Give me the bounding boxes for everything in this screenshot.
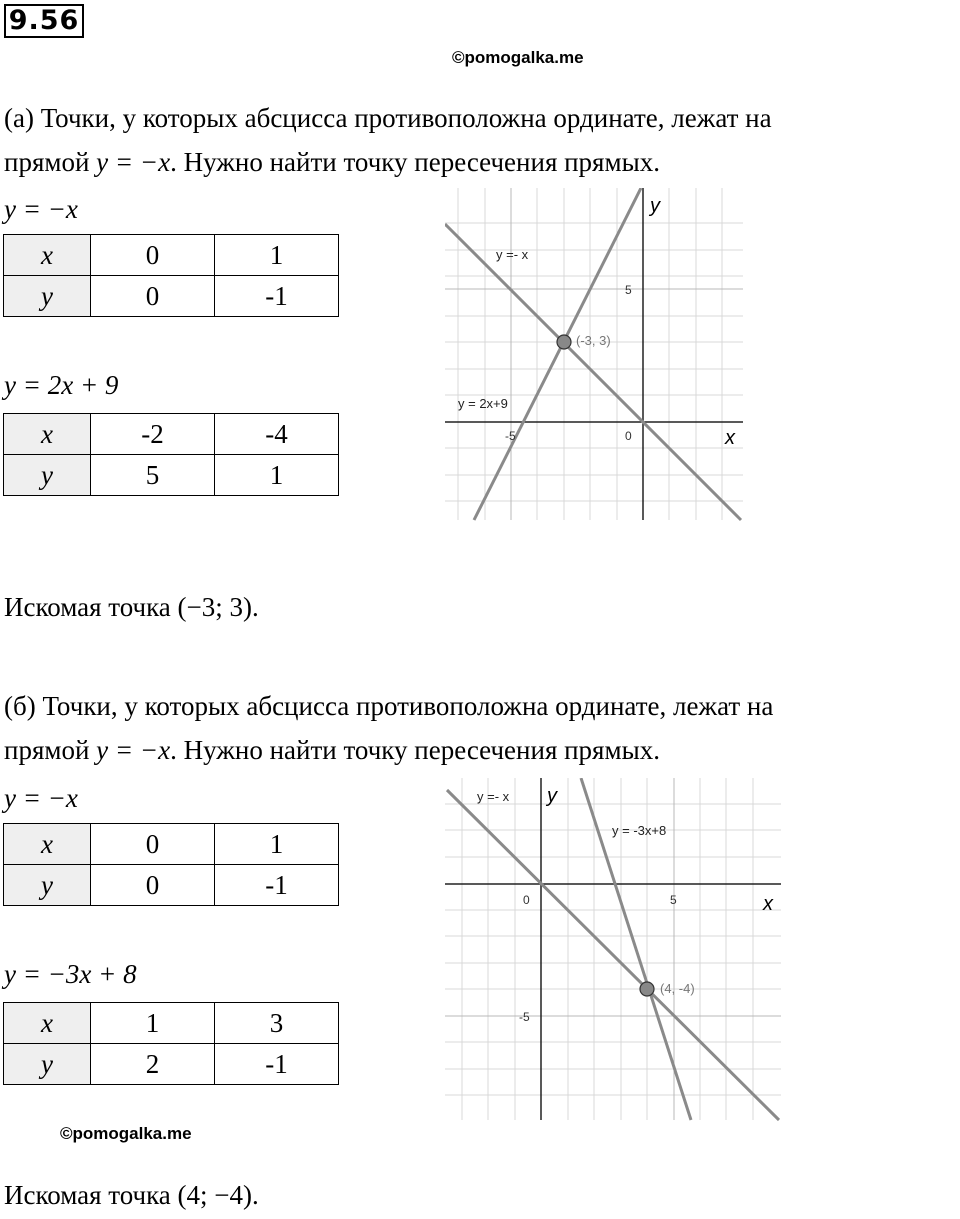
table-cell: 3: [215, 1003, 339, 1044]
part-a-grid: [445, 188, 743, 520]
watermark-top: ©pomogalka.me: [452, 48, 584, 67]
label-line1: y =- x: [477, 789, 510, 804]
table-row: [4, 455, 339, 496]
table-cell: 2: [91, 1044, 215, 1085]
table-cell: y: [4, 455, 91, 496]
table-cell: -1: [215, 1044, 339, 1085]
table-cell: 5: [91, 455, 215, 496]
table-cell: -4: [215, 414, 339, 455]
table-cell: -1: [215, 276, 339, 317]
part-a-line2-pre: прямой: [4, 147, 97, 177]
part-a-line2-math: y = −x: [96, 147, 171, 177]
origin-label: 0: [523, 893, 530, 907]
label-line2: y = 2x+9: [458, 396, 508, 411]
part-a-line2: [4, 140, 660, 184]
part-a-table2: [3, 413, 339, 496]
problem-number: 9.56: [4, 4, 84, 38]
table-cell: -1: [215, 865, 339, 906]
table-cell: 0: [91, 276, 215, 317]
table-cell: x: [4, 824, 91, 865]
part-b-line2: [4, 728, 660, 772]
table-cell: x: [4, 1003, 91, 1044]
part-a-line2-post: . Нужно найти точку пересечения прямых.: [170, 147, 660, 177]
table-cell: y: [4, 276, 91, 317]
part-b-line2-post: . Нужно найти точку пересечения прямых.: [170, 735, 660, 765]
watermark-bottom: ©pomogalka.me: [60, 1124, 192, 1143]
part-a-line1: (а) Точки, у которых абсцисса противоположна ординате, лежат на: [4, 103, 772, 133]
part-a-answer: Искомая точка (−3; 3).: [4, 592, 259, 622]
part-a-graph: [445, 188, 745, 523]
table-cell: x: [4, 235, 91, 276]
line-y-neg-x: [445, 224, 741, 520]
table-cell: y: [4, 1044, 91, 1085]
part-b-eq2: y = −3x + 8: [4, 959, 137, 989]
y-axis-label: y: [650, 195, 660, 217]
origin-label: 0: [625, 429, 632, 443]
tick-label-y-5: -5: [519, 1010, 530, 1024]
part-b-line2-pre: прямой: [4, 735, 97, 765]
table-cell: 1: [215, 824, 339, 865]
part-b-table2: [3, 1002, 339, 1085]
table-cell: x: [4, 414, 91, 455]
table-cell: 1: [91, 1003, 215, 1044]
part-b-table1: [3, 823, 339, 906]
tick-label-x-5: -5: [505, 429, 516, 443]
x-axis-label: x: [725, 427, 735, 449]
intersection-point: [557, 335, 571, 349]
part-b-answer: Искомая точка (4; −4).: [4, 1180, 259, 1210]
table-row: [4, 414, 339, 455]
point-label: (4, -4): [660, 981, 695, 996]
point-label: (-3, 3): [576, 333, 611, 348]
table-row: [4, 1044, 339, 1085]
table-cell: -2: [91, 414, 215, 455]
table-cell: 0: [91, 235, 215, 276]
part-b-graph: [445, 778, 785, 1123]
part-a-eq2: y = 2x + 9: [4, 370, 119, 400]
y-axis-label: y: [547, 785, 557, 807]
table-row: [4, 1003, 339, 1044]
table-cell: 1: [215, 235, 339, 276]
label-line1: y =- x: [496, 247, 529, 262]
table-row: [4, 865, 339, 906]
table-row: [4, 235, 339, 276]
tick-label-x5: 5: [670, 893, 677, 907]
part-b-line2-math: y = −x: [96, 735, 171, 765]
table-cell: y: [4, 865, 91, 906]
part-a-table1: [3, 234, 339, 317]
line-y-2x-plus-9: [474, 188, 641, 520]
label-line2: y = -3x+8: [612, 823, 667, 838]
table-row: [4, 824, 339, 865]
intersection-point: [640, 982, 654, 996]
table-cell: 0: [91, 824, 215, 865]
part-a-eq1: y = −x: [4, 194, 78, 224]
line-y-neg-x: [447, 790, 779, 1120]
table-cell: 0: [91, 865, 215, 906]
tick-label-y5: 5: [625, 283, 632, 297]
table-cell: 1: [215, 455, 339, 496]
x-axis-label: x: [763, 893, 773, 915]
table-row: [4, 276, 339, 317]
part-b-line1: (б) Точки, у которых абсцисса противоположна ординате, лежат на: [4, 691, 774, 721]
part-b-eq1: y = −x: [4, 783, 78, 813]
